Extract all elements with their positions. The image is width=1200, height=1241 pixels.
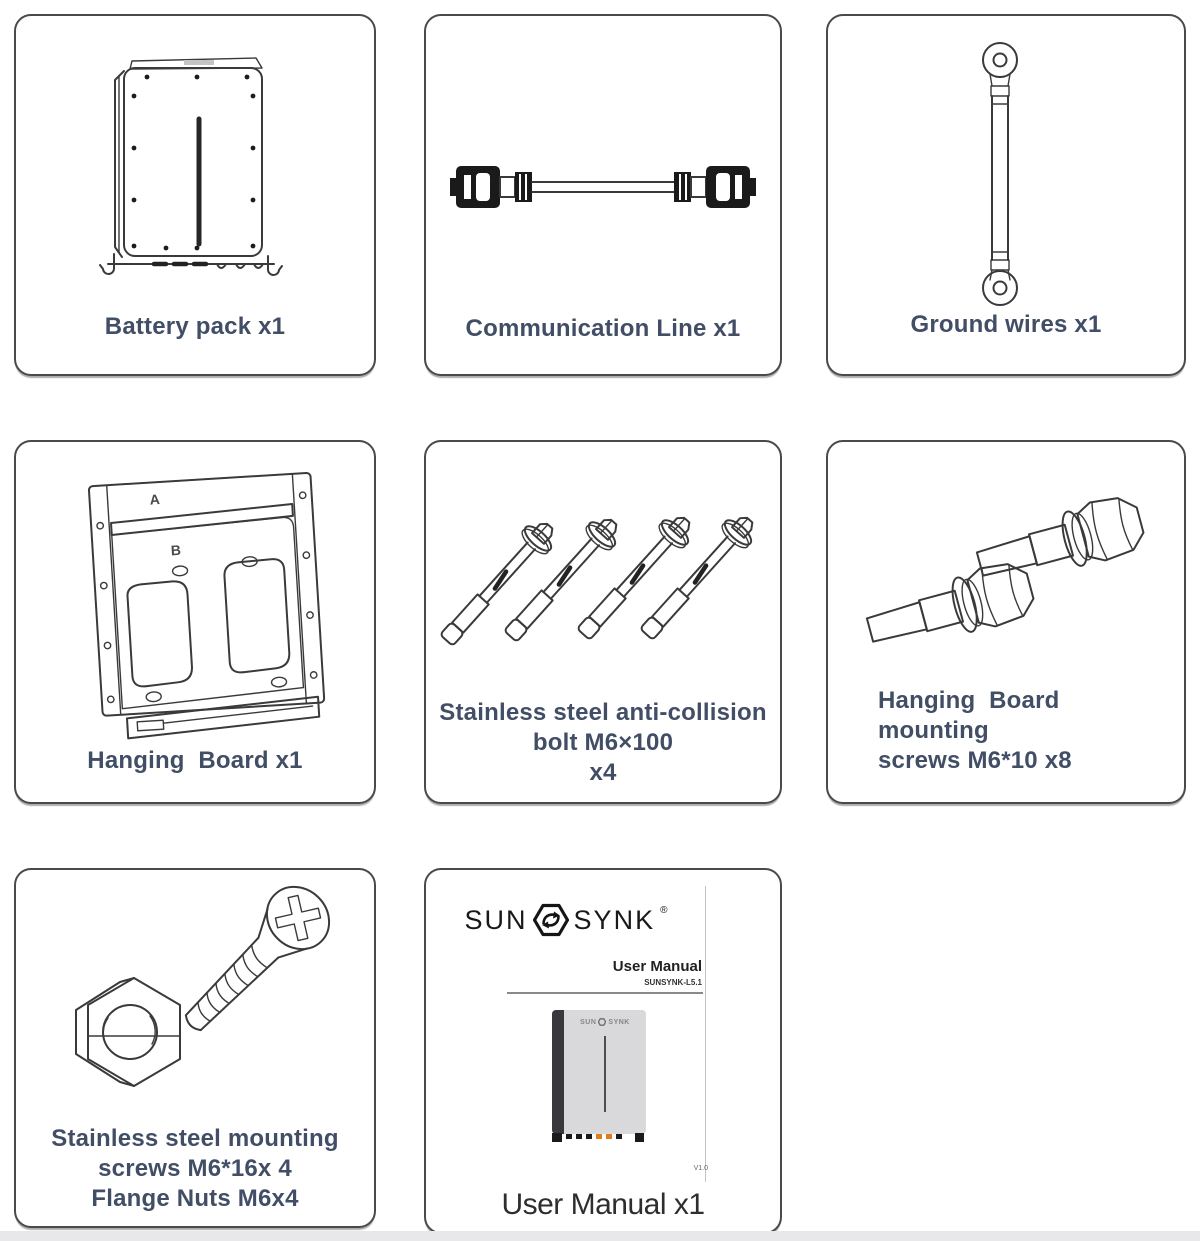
- card-caption: [426, 314, 780, 344]
- caption-line: Flange Nuts M6x4: [91, 1185, 299, 1212]
- manual-rule: [507, 992, 703, 994]
- registered-mark: ®: [660, 905, 668, 916]
- device-brand-logo: [564, 1018, 646, 1026]
- card-caption: [16, 746, 374, 776]
- device-brand-synk: SYNK: [608, 1018, 630, 1026]
- manual-brand-logo: [426, 903, 706, 937]
- card-battery-pack: [14, 14, 376, 376]
- card-anti-collision-bolt: [424, 440, 782, 804]
- device-port-orange: [596, 1134, 602, 1139]
- caption-line: Communication Line x1: [465, 315, 741, 342]
- card-stainless-mounting-screws: [14, 868, 376, 1228]
- caption-line: Stainless steel mounting: [51, 1125, 339, 1152]
- card-communication-line: [424, 14, 782, 376]
- caption-line: screws M6*10 x8: [878, 747, 1072, 774]
- card-hanging-board: [14, 440, 376, 804]
- card-caption: [426, 698, 780, 788]
- manual-device-image: [552, 1010, 646, 1134]
- caption-line: Stainless steel anti-collision: [439, 699, 767, 726]
- device-side-strip: [552, 1010, 564, 1134]
- caption-line: User Manual x1: [501, 1188, 705, 1221]
- device-brand-sun: SUN: [580, 1018, 597, 1026]
- device-port: [586, 1134, 592, 1139]
- board-label-b: B: [170, 541, 182, 559]
- caption-line: Hanging Board mounting: [878, 687, 1067, 744]
- manual-model: SUNSYNK-L5.1: [644, 978, 702, 987]
- device-ports: [566, 1134, 644, 1139]
- battery-pack-drawing: [16, 16, 374, 316]
- brand-text-synk: SYNK: [573, 904, 656, 935]
- card-user-manual: [424, 868, 782, 1234]
- card-caption: [878, 686, 1172, 776]
- caption-line: x4: [589, 759, 617, 786]
- caption-line: Battery pack x1: [104, 313, 286, 340]
- device-foot-left: [552, 1133, 562, 1142]
- card-caption: [16, 312, 374, 342]
- card-caption: [426, 1190, 780, 1220]
- hanging-board-drawing: [16, 442, 374, 762]
- card-ground-wires: [826, 14, 1186, 376]
- card-caption: [828, 310, 1184, 340]
- board-label-a: A: [149, 491, 161, 508]
- device-port: [576, 1134, 582, 1139]
- device-center-line: [604, 1036, 606, 1112]
- brand-text-sun: SUN: [464, 904, 528, 935]
- device-port: [616, 1134, 622, 1139]
- communication-line-drawing: [426, 16, 780, 316]
- device-port-orange: [606, 1134, 612, 1139]
- sunsynk-hexagon-icon: [533, 903, 569, 937]
- caption-line: screws M6*16x 4: [98, 1155, 292, 1182]
- manual-title: User Manual: [612, 958, 702, 975]
- manual-version: V1.0: [693, 1165, 708, 1172]
- page-bottom-strip: [0, 1231, 1200, 1241]
- card-caption: [16, 1124, 374, 1214]
- device-hexagon-icon: [598, 1018, 606, 1026]
- device-port: [566, 1134, 572, 1139]
- ground-wires-drawing: [828, 16, 1184, 326]
- manual-title-block: [613, 958, 702, 987]
- card-hanging-board-mounting-screws: [826, 440, 1186, 804]
- caption-line: Hanging Board x1: [87, 747, 303, 774]
- caption-line: Ground wires x1: [910, 311, 1102, 338]
- stainless-mounting-screws-drawing: [16, 870, 374, 1160]
- caption-line: bolt M6×100: [532, 729, 674, 756]
